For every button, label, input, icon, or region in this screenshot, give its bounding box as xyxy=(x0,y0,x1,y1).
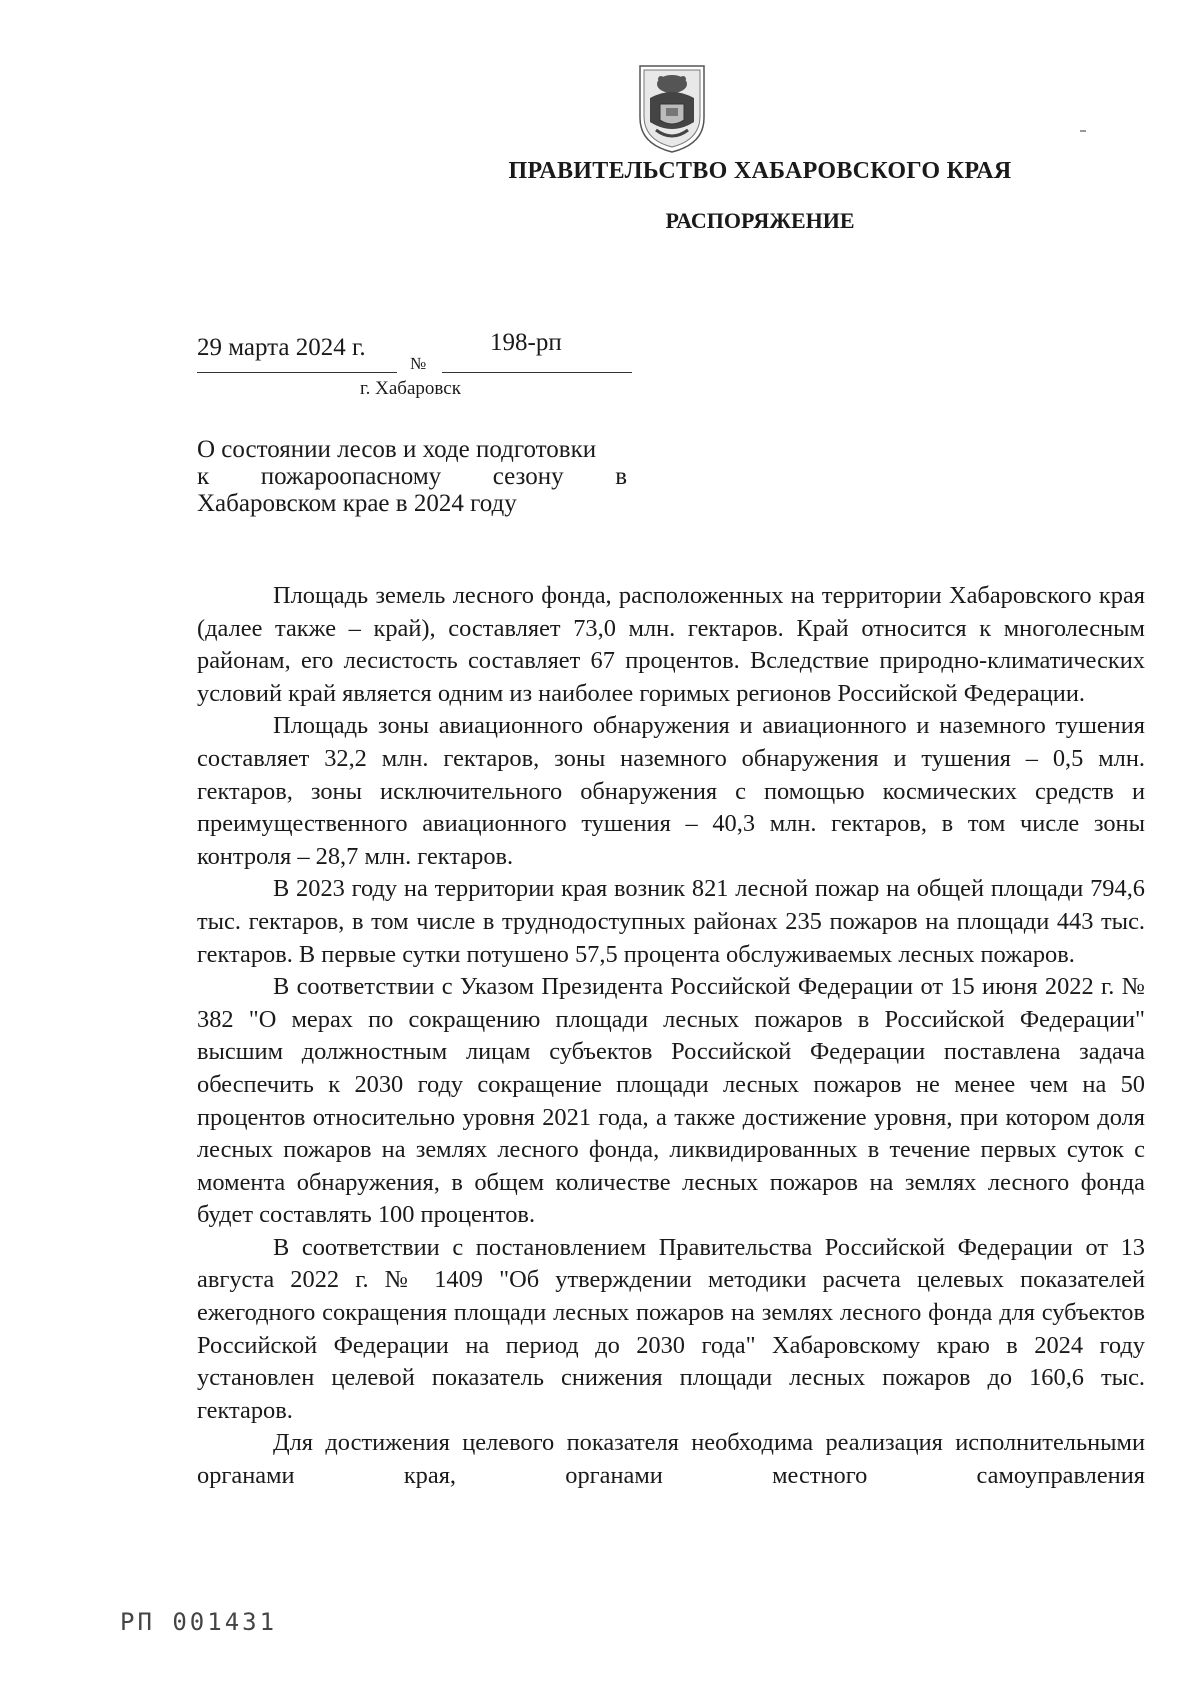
document-subject xyxy=(197,436,627,517)
subject-line-1: О состоянии лесов и ходе подготовки xyxy=(197,436,597,463)
document-number: 198-рп xyxy=(490,329,562,356)
body-paragraph: В 2023 году на территории края возник 821 лесной пожар на общей площади 794,6 тыс. гектаров, в том числе в труднодоступных районах 235 пожаров на площади 443 тыс. гектаров. В первые сутки потушено 57,5 процента обслуживаемых лесных пожаров. xyxy=(197,875,1145,968)
scan-mark xyxy=(1080,130,1086,132)
number-sign: № xyxy=(410,354,427,373)
government-title: ПРАВИТЕЛЬСТВО ХАБАРОВСКОГО КРАЯ xyxy=(508,158,1012,184)
body-paragraph: Площадь зоны авиационного обнаружения и авиационного и наземного тушения составляет 32,2 млн. гектаров, зоны наземного обнаружения и тушения – 0,5 млн. гектаров, зоны исключительного обнаружения с помощью космических средств и преимущественного авиационного тушения – 40,3 млн. гектаров, в том числе зоны контроля – 28,7 млн. гектаров. xyxy=(197,712,1145,870)
body-paragraph: Площадь земель лесного фонда, расположенных на территории Хабаровского края (далее также – край), составляет 73,0 млн. гектаров. Край относится к многолесным районам, его лесистость составляет 67 процентов. Вследствие природно-климатических условий край является одним из наиболее горимых регионов Российской Федерации. xyxy=(197,582,1145,707)
body-paragraph: В соответствии с постановлением Правительства Российской Федерации от 13 августа 2022 г. № 1409 "Об утверждении методики расчета целевых показателей ежегодного сокращения площади лесных пожаров на землях лесного фонда для субъектов Российской Федерации на период до 2030 года" Хабаровскому краю в 2024 году установлен целевой показатель снижения площади лесных пожаров до 160,6 тыс. гектаров. xyxy=(197,1233,1145,1424)
body-paragraph: В соответствии с Указом Президента Российской Федерации от 15 июня 2022 г. № 382 "О мерах по сокращению площади лесных пожаров в Российской Федерации" высшим должностным лицам субъектов Российской Федерации поставлена задача обеспечить к 2030 году сокращение площади лесных пожаров не менее чем на 50 процентов относительно уровня 2021 года, а также достижение уровня, при котором доля лесных пожаров на землях лесного фонда, ликвидированных в течение первых суток с момента обнаружения, в общем количестве лесных пожаров на землях лесного фонда будет составлять 100 процентов. xyxy=(197,973,1145,1229)
document-body xyxy=(197,580,1145,1493)
subject-line-3: Хабаровском крае в 2024 году xyxy=(197,490,517,517)
date-underline xyxy=(197,372,397,373)
form-serial-code: РП 001431 xyxy=(120,1608,278,1636)
number-underline xyxy=(442,372,632,373)
coat-of-arms-emblem-icon xyxy=(632,56,712,156)
document-type: РАСПОРЯЖЕНИЕ xyxy=(665,208,855,233)
subject-line-2: к пожароопасному сезону в xyxy=(197,463,627,490)
document-date: 29 марта 2024 г. xyxy=(197,334,366,361)
document-city: г. Хабаровск xyxy=(360,378,461,399)
body-paragraph: Для достижения целевого показателя необходима реализация исполнительными органами края, органами местного самоуправления xyxy=(197,1429,1145,1490)
